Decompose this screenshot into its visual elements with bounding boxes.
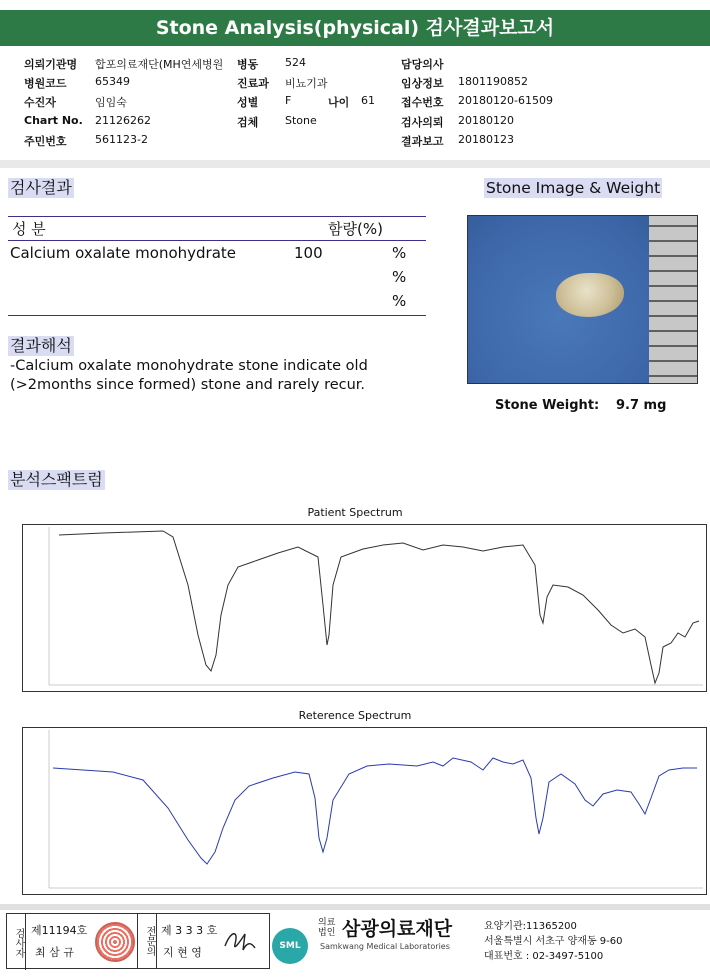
- specialist-label: 전문의: [144, 926, 155, 956]
- label-receipt-no: 접수번호: [401, 96, 444, 109]
- specialist-signature: [221, 926, 261, 956]
- value-sex: F: [285, 94, 292, 107]
- value-specimen: Stone: [285, 114, 317, 127]
- label-department: 진료과: [237, 77, 269, 90]
- percent-3: %: [392, 292, 407, 310]
- interpretation-line-2: (>2months since formed) stone and rarely recur.: [10, 377, 366, 393]
- stone-heading: Stone Image & Weight: [486, 179, 661, 197]
- result-table-top-rule: [8, 216, 426, 217]
- interpretation-heading: 결과해석: [10, 336, 72, 355]
- value-hospital-code: 65349: [95, 75, 130, 88]
- reference-spectrum-title: Reterence Spectrum: [298, 709, 412, 722]
- value-ward: 524: [285, 56, 306, 69]
- header-divider: [0, 160, 710, 168]
- label-doctor: 담당의사: [401, 58, 444, 71]
- result-table-header-rule: [8, 240, 426, 241]
- patient-spectrum-title: Patient Spectrum: [307, 506, 403, 519]
- report-title: Stone Analysis(physical) 검사결과보고서: [0, 10, 710, 46]
- label-sex: 성별: [237, 96, 259, 109]
- result-table-bottom-rule: [8, 315, 426, 316]
- percent-1: %: [392, 244, 407, 262]
- measuring-ruler: [649, 216, 697, 383]
- patient-spectrum-line: [59, 531, 699, 683]
- specialist-license-no: 제 3 3 3 호: [161, 924, 218, 937]
- label-resident-no: 주민번호: [24, 135, 67, 148]
- label-patient: 수진자: [24, 96, 56, 109]
- label-clinical-info: 임상정보: [401, 77, 444, 90]
- label-age: 나이: [328, 96, 350, 109]
- label-institution: 의뢰기관명: [24, 58, 78, 71]
- stone-weight-label: Stone Weight:: [495, 398, 600, 413]
- value-institution: 합포의료재단(MH연세병원: [95, 58, 224, 71]
- examiner-name: 최 삼 규: [35, 946, 74, 959]
- spectrum-heading: 분석스팩트럼: [10, 470, 103, 489]
- specialist-label-cell: [137, 914, 157, 968]
- reference-spectrum-line: [53, 758, 697, 864]
- label-result-report: 결과보고: [401, 135, 444, 148]
- header-info: [0, 52, 710, 152]
- examiner-license-no: 제11194호: [31, 924, 88, 937]
- label-ward: 병동: [237, 58, 259, 71]
- org-type: 의료법인: [318, 918, 336, 938]
- org-address: 서울특별시 서초구 양재동 9-60: [484, 936, 623, 947]
- value-chart-no: 21126262: [95, 114, 151, 127]
- sml-logo: [272, 914, 312, 964]
- patient-spectrum-chart: [22, 524, 707, 692]
- value-resident-no: 561123-2: [95, 133, 148, 146]
- stone-specimen: [556, 273, 624, 317]
- col-content: 함량(%): [328, 220, 383, 238]
- label-specimen: 검체: [237, 116, 259, 129]
- value-result-report: 20180123: [458, 133, 514, 146]
- footer-divider: [0, 904, 710, 910]
- examiner-label: 검사자: [13, 928, 24, 958]
- result-heading: 검사결과: [10, 178, 72, 197]
- reference-spectrum-svg: [23, 728, 706, 894]
- value-department: 비뇨기과: [285, 77, 328, 90]
- value-clinical-info: 1801190852: [458, 75, 528, 88]
- org-phone: 대표번호 : 02-3497-5100: [484, 951, 604, 962]
- examiner-seal: [95, 922, 135, 962]
- value-age: 61: [361, 94, 375, 107]
- label-test-request: 검사의뢰: [401, 116, 444, 129]
- percent-2: %: [392, 268, 407, 286]
- logo-mark: SML: [272, 928, 308, 964]
- org-name: 삼광의료재단: [342, 918, 453, 940]
- component-value: 100: [294, 244, 323, 262]
- label-chart-no: Chart No.: [24, 114, 83, 127]
- label-hospital-code: 병원코드: [24, 77, 67, 90]
- reference-spectrum-chart: [22, 727, 707, 895]
- value-receipt-no: 20180120-61509: [458, 94, 553, 107]
- patient-spectrum-svg: [23, 525, 706, 691]
- interpretation-line-1: -Calcium oxalate monohydrate stone indicate old: [10, 358, 368, 374]
- value-test-request: 20180120: [458, 114, 514, 127]
- org-english-name: Samkwang Medical Laboratories: [320, 942, 450, 951]
- institution-code: 요양기관:11365200: [484, 921, 577, 932]
- examiner-box: [6, 913, 270, 969]
- examiner-label-cell: [7, 914, 26, 970]
- stone-photo: [467, 215, 698, 384]
- value-patient: 임임숙: [95, 96, 127, 109]
- stone-weight-value: 9.7 mg: [616, 398, 667, 413]
- ruler-ticks: [649, 216, 697, 383]
- specialist-name: 지 현 영: [163, 946, 202, 959]
- component-name: Calcium oxalate monohydrate: [10, 244, 237, 262]
- col-component: 성 분: [12, 220, 46, 238]
